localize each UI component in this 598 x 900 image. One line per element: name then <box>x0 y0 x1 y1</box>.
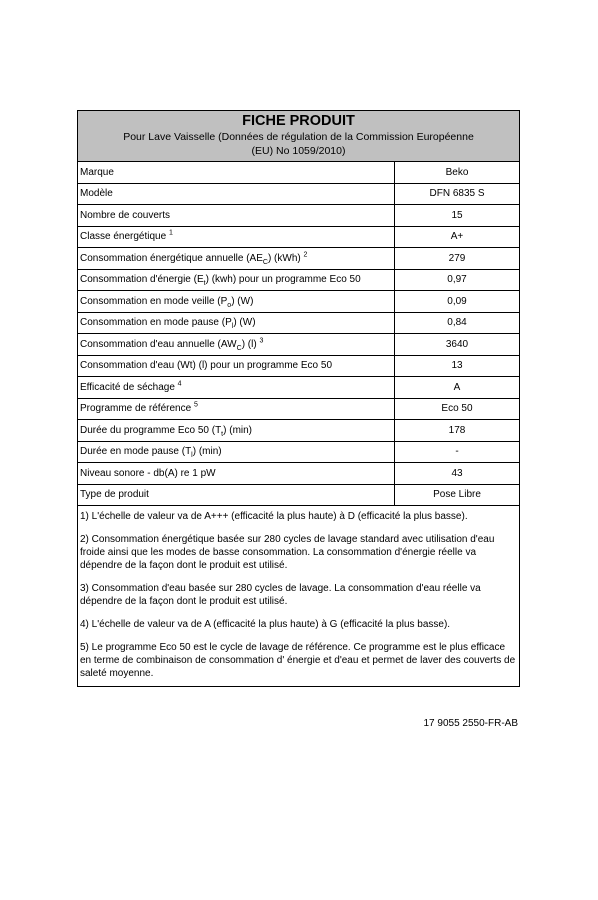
spec-value: Beko <box>395 162 520 183</box>
spec-label-text: Durée du programme Eco 50 (T <box>80 424 222 436</box>
spec-value: DFN 6835 S <box>395 183 520 205</box>
spec-label-suffix: ) (kWh) <box>267 252 304 264</box>
sheet-header <box>78 111 519 162</box>
spec-label <box>78 463 395 485</box>
spec-value: 15 <box>395 205 520 227</box>
spec-value: 0,97 <box>395 269 520 291</box>
spec-label-subscript: t <box>203 280 206 288</box>
spec-label-subscript: l <box>191 452 193 460</box>
spec-row <box>78 420 519 442</box>
spec-value: 0,09 <box>395 291 520 313</box>
spec-label-subscript: o <box>227 301 232 309</box>
spec-value: 43 <box>395 463 520 485</box>
spec-value: A <box>395 377 520 399</box>
sheet-subtitle-line-2: (EU) No 1059/2010) <box>251 145 346 157</box>
footnote-4: 4) L'échelle de valeur va de A (efficacité la plus haute) à G (efficacité la plus basse). <box>80 619 451 630</box>
spec-label <box>78 226 395 248</box>
spec-value: Pose Libre <box>395 484 520 506</box>
spec-footnote-ref: 4 <box>177 380 182 388</box>
spec-label <box>78 183 395 205</box>
spec-label <box>78 377 395 399</box>
spec-label-text: Niveau sonore - db(A) re 1 pW <box>80 467 216 479</box>
spec-label-suffix: ) (min) <box>223 424 253 436</box>
spec-row <box>78 226 519 248</box>
spec-label-text: Consommation d'eau annuelle (AW <box>80 338 237 350</box>
spec-label-text: Type de produit <box>80 489 149 501</box>
spec-label-suffix: ) (min) <box>192 446 222 458</box>
spec-footnote-ref: 1 <box>168 229 173 237</box>
sheet-title: FICHE PRODUIT <box>242 113 355 129</box>
spec-table <box>78 162 519 506</box>
spec-label <box>78 420 395 442</box>
spec-label-text: Efficacité de séchage <box>80 381 178 393</box>
spec-label <box>78 269 395 291</box>
spec-row <box>78 398 519 420</box>
spec-value: A+ <box>395 226 520 248</box>
spec-label-text: Classe énergétique <box>80 231 169 243</box>
spec-label <box>78 334 395 356</box>
spec-footnote-ref: 2 <box>303 251 308 259</box>
spec-footnote-ref: 5 <box>193 401 198 409</box>
spec-label <box>78 162 395 183</box>
spec-row <box>78 334 519 356</box>
spec-row <box>78 248 519 270</box>
spec-label <box>78 355 395 377</box>
footnote-2: 2) Consommation énergétique basée sur 280 cycles de lavage standard avec utilisation d'eau froide ainsi que les modes de basse consommation. La consommation d'énergie réelle va dépendre de la façon dont le produit est utilisé. <box>80 534 495 571</box>
spec-label <box>78 205 395 227</box>
spec-value: - <box>395 441 520 463</box>
spec-label-suffix: ) (W) <box>231 295 254 307</box>
spec-value: 13 <box>395 355 520 377</box>
sheet-subtitle-line-1: Pour Lave Vaisselle (Données de régulation de la Commission Européenne <box>123 131 474 143</box>
spec-label <box>78 291 395 313</box>
footnote-1: 1) L'échelle de valeur va de A+++ (efficacité la plus haute) à D (efficacité la plus basse). <box>80 511 468 522</box>
spec-label-text: Marque <box>80 166 114 178</box>
spec-value: 3640 <box>395 334 520 356</box>
spec-value: 178 <box>395 420 520 442</box>
spec-label <box>78 248 395 270</box>
spec-label-suffix: ) (kwh) pour un programme Eco 50 <box>205 274 361 286</box>
spec-label <box>78 441 395 463</box>
spec-label <box>78 312 395 334</box>
spec-label <box>78 398 395 420</box>
spec-row <box>78 441 519 463</box>
spec-label-text: Consommation en mode pause (P <box>80 317 232 329</box>
spec-label-text: Consommation en mode veille (P <box>80 295 228 307</box>
spec-value: Eco 50 <box>395 398 520 420</box>
spec-row <box>78 291 519 313</box>
spec-label-text: Consommation d'énergie (E <box>80 274 204 286</box>
reference-code: 17 9055 2550-FR-AB <box>423 718 518 729</box>
spec-label-suffix: ) (W) <box>233 317 256 329</box>
spec-label-text: Consommation d'eau (Wt) (l) pour un programme Eco 50 <box>80 360 333 372</box>
spec-label-text: Nombre de couverts <box>80 209 171 221</box>
spec-label-text: Programme de référence <box>80 403 194 415</box>
spec-row <box>78 205 519 227</box>
footnote-3: 3) Consommation d'eau basée sur 280 cycles de lavage. La consommation d'eau réelle va dépendre de la façon dont le produit est utilisé. <box>80 583 481 607</box>
product-sheet <box>77 110 520 687</box>
spec-label-text: Consommation énergétique annuelle (AE <box>80 252 263 264</box>
spec-row <box>78 377 519 399</box>
spec-value: 0,84 <box>395 312 520 334</box>
spec-label-subscript: t <box>221 430 224 438</box>
spec-label-text: Durée en mode pause (T <box>80 446 192 458</box>
spec-row <box>78 484 519 506</box>
spec-row <box>78 162 519 183</box>
spec-value: 279 <box>395 248 520 270</box>
spec-footnote-ref: 3 <box>259 337 264 345</box>
spec-label-subscript: C <box>262 258 268 266</box>
spec-label <box>78 484 395 506</box>
spec-label-text: Modèle <box>80 188 113 200</box>
spec-row <box>78 269 519 291</box>
spec-row <box>78 463 519 485</box>
spec-label-subscript: l <box>231 323 234 331</box>
spec-label-suffix: ) (l) <box>241 338 260 350</box>
spec-row <box>78 355 519 377</box>
footnote-5: 5) Le programme Eco 50 est le cycle de lavage de référence. Ce programme est le plus efficace en terme de combinaison de consommation d' énergie et d'eau et permet de laver des couverts de saleté moyenne. <box>80 642 516 679</box>
spec-label-subscript: C <box>236 344 242 352</box>
spec-row <box>78 183 519 205</box>
spec-row <box>78 312 519 334</box>
footnotes <box>78 506 519 686</box>
